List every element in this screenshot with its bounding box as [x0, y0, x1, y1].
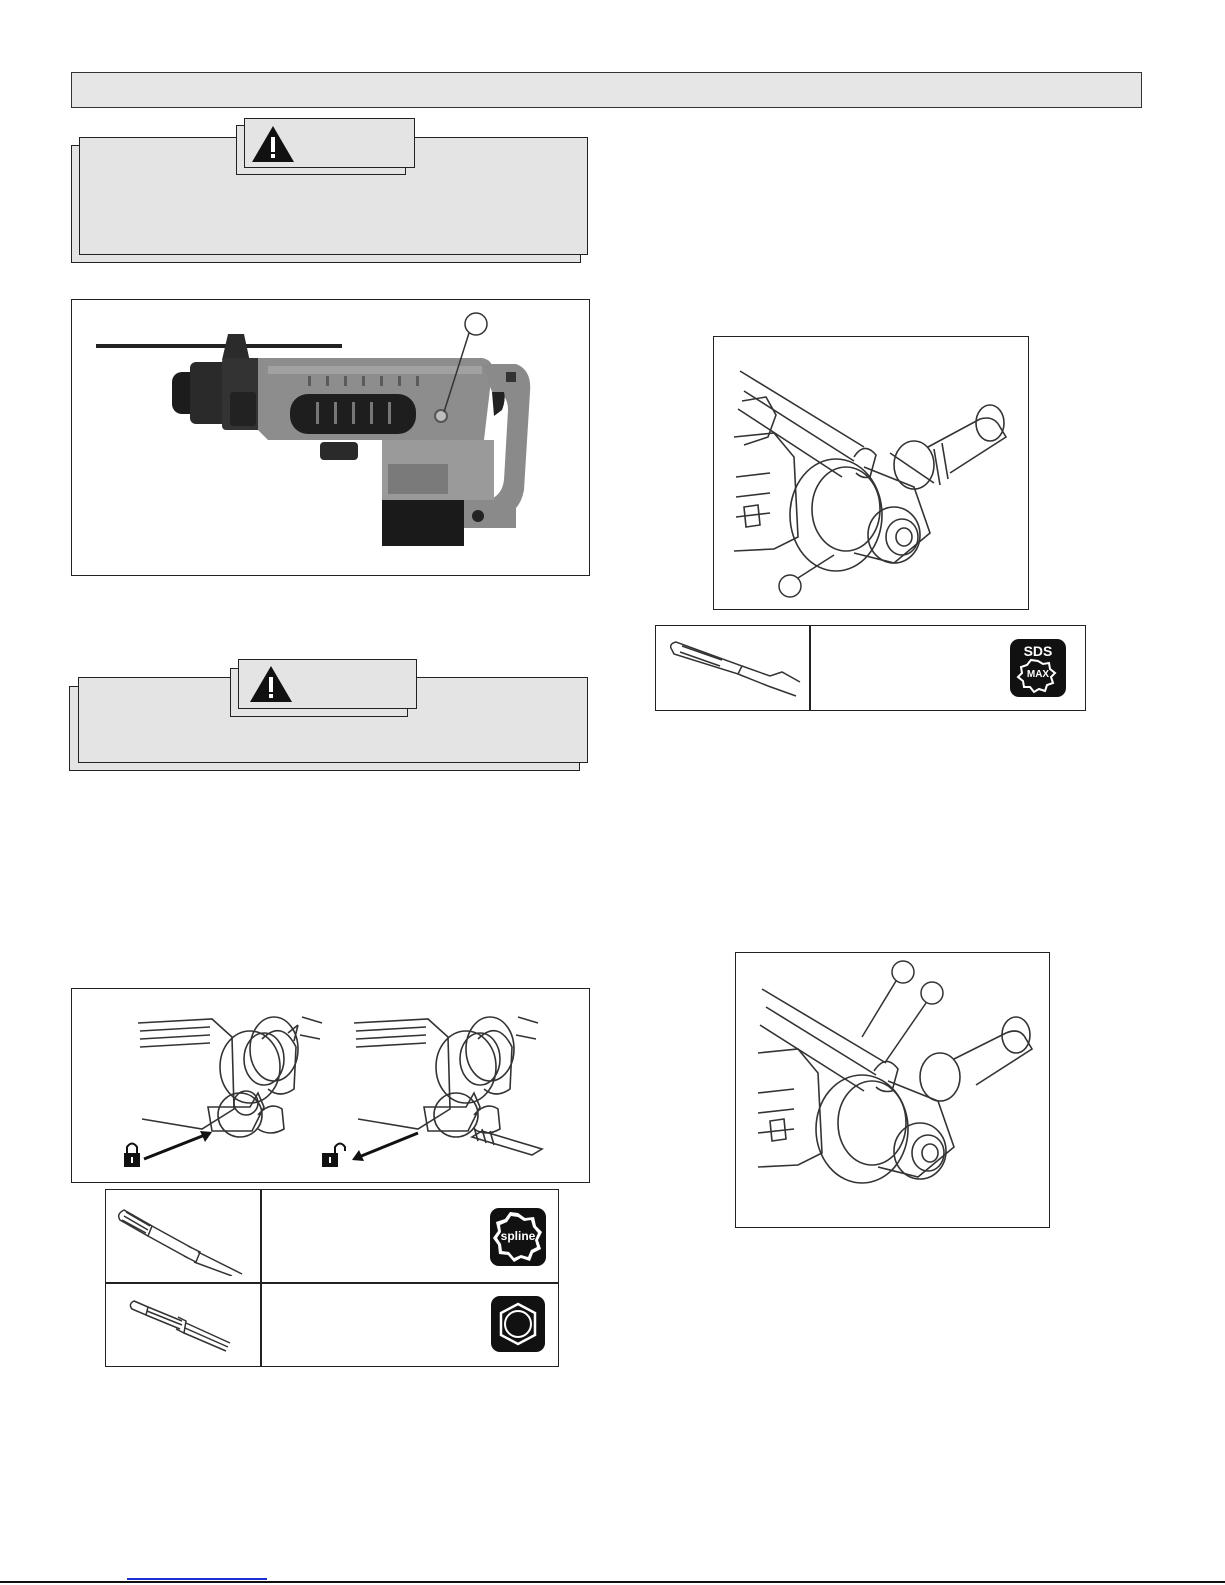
warning-icon: [248, 664, 294, 704]
lock-icon: [124, 1144, 140, 1168]
link-underline: [127, 1578, 267, 1580]
unlock-icon: [322, 1144, 345, 1168]
side-handle-illustration: [714, 337, 1027, 608]
chuck-lock-illustration: [72, 989, 588, 1181]
warning-box-2: [67, 658, 591, 774]
page-bottom-rule: [0, 1581, 1225, 1583]
warning-icon: [250, 124, 296, 164]
depth-gauge-illustration: [736, 953, 1048, 1226]
rotary-hammer-photo: [72, 300, 588, 574]
sds-max-shank-icon: [662, 632, 804, 704]
spline-badge: spline: [490, 1208, 546, 1266]
spline-shank-icon: [112, 1196, 252, 1276]
rotary-hammer-photo-box: [71, 299, 590, 576]
shank-type-table: [105, 1189, 559, 1367]
warning-box-1: [69, 117, 591, 267]
hex-badge: [491, 1296, 545, 1352]
section-header-bar: [71, 72, 1142, 108]
chuck-lock-illustration-box: [71, 988, 590, 1183]
table-row: [106, 1283, 558, 1368]
table-row: [106, 1190, 558, 1282]
sds-max-badge: SDS MAX: [1010, 639, 1066, 697]
depth-gauge-illustration-box: [735, 952, 1050, 1228]
hex-shank-icon: [112, 1289, 252, 1361]
side-handle-illustration-box: [713, 336, 1029, 610]
sds-max-shank-table: [655, 625, 1086, 711]
